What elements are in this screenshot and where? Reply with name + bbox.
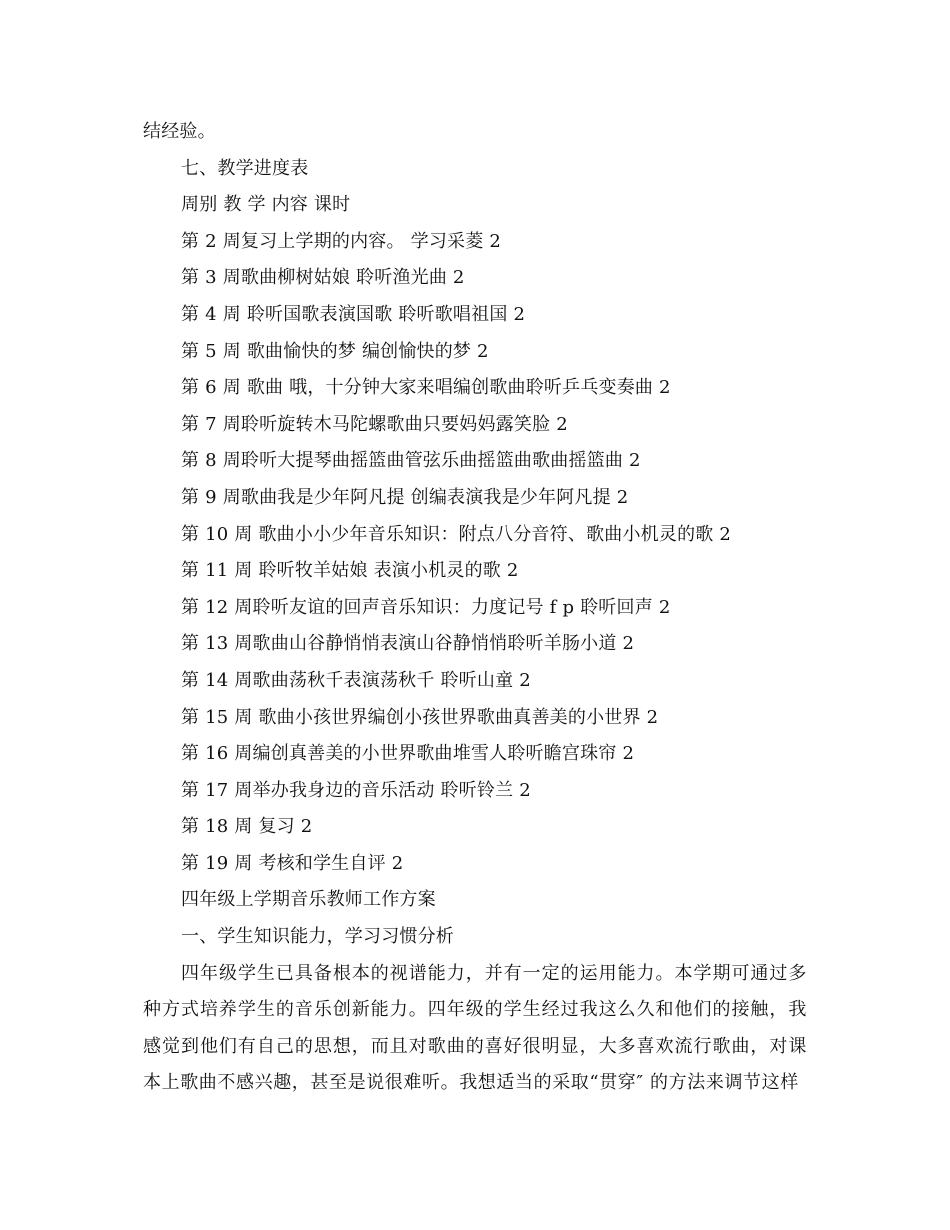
schedule-row: 第 2 周复习上学期的内容。 学习采菱 2	[181, 230, 501, 252]
document-body	[143, 114, 807, 1102]
schedule-row: 第 6 周 歌曲 哦，十分钟大家来唱编创歌曲聆听乒乓变奏曲 2	[181, 377, 671, 399]
schedule-row: 第 10 周 歌曲小小少年音乐知识：附点八分音符、歌曲小机灵的歌 2	[181, 523, 732, 545]
schedule-row: 第 19 周 考核和学生自评 2	[181, 852, 404, 874]
continuation-text: 结经验。	[143, 121, 216, 142]
schedule-row: 第 17 周举办我身边的音乐活动 聆听铃兰 2	[181, 779, 531, 801]
section-title: 七、教学进度表	[181, 157, 309, 179]
schedule-row: 第 9 周歌曲我是少年阿凡提 创编表演我是少年阿凡提 2	[181, 486, 629, 508]
schedule-row: 第 12 周聆听友谊的回声音乐知识：力度记号 f p 聆听回声 2	[181, 596, 671, 618]
schedule-row: 第 5 周 歌曲愉快的梦 编创愉快的梦 2	[181, 340, 489, 362]
subsection-title: 一、学生知识能力，学习习惯分析	[181, 926, 454, 948]
schedule-row: 第 4 周 聆听国歌表演国歌 聆听歌唱祖国 2	[181, 303, 526, 325]
schedule-row: 第 14 周歌曲荡秋千表演荡秋千 聆听山童 2	[181, 669, 531, 691]
plan-title: 四年级上学期音乐教师工作方案	[181, 889, 436, 911]
schedule-row: 第 11 周 聆听牧羊姑娘 表演小机灵的歌 2	[181, 560, 519, 582]
schedule-row: 第 8 周聆听大提琴曲摇篮曲管弦乐曲摇篮曲歌曲摇篮曲 2	[181, 450, 641, 472]
schedule-row: 第 15 周 歌曲小孩世界编创小孩世界歌曲真善美的小世界 2	[181, 706, 659, 728]
schedule-row: 第 7 周聆听旋转木马陀螺歌曲只要妈妈露笑脸 2	[181, 413, 568, 435]
schedule-table-header: 周别 教 学 内容 课时	[181, 194, 351, 216]
schedule-row: 第 13 周歌曲山谷静悄悄表演山谷静悄悄聆听羊肠小道 2	[181, 633, 635, 655]
schedule-row: 第 16 周编创真善美的小世界歌曲堆雪人聆听瞻宫珠帘 2	[181, 743, 635, 765]
analysis-paragraph: 四年级学生已具备根本的视谱能力，并有一定的运用能力。本学期可通过多种方式培养学生的音乐创新能力。四年级的学生经过我这么久和他们的接触，我感觉到他们有自己的思想，而且对歌曲的喜好很明显，大多喜欢流行歌曲，对课本上歌曲不感兴趣，甚至是说很难听。我想适当的采取“贯穿″ 的方法来调节这样	[143, 962, 807, 1094]
schedule-row: 第 18 周 复习 2	[181, 816, 313, 838]
schedule-row: 第 3 周歌曲柳树姑娘 聆听渔光曲 2	[181, 267, 465, 289]
